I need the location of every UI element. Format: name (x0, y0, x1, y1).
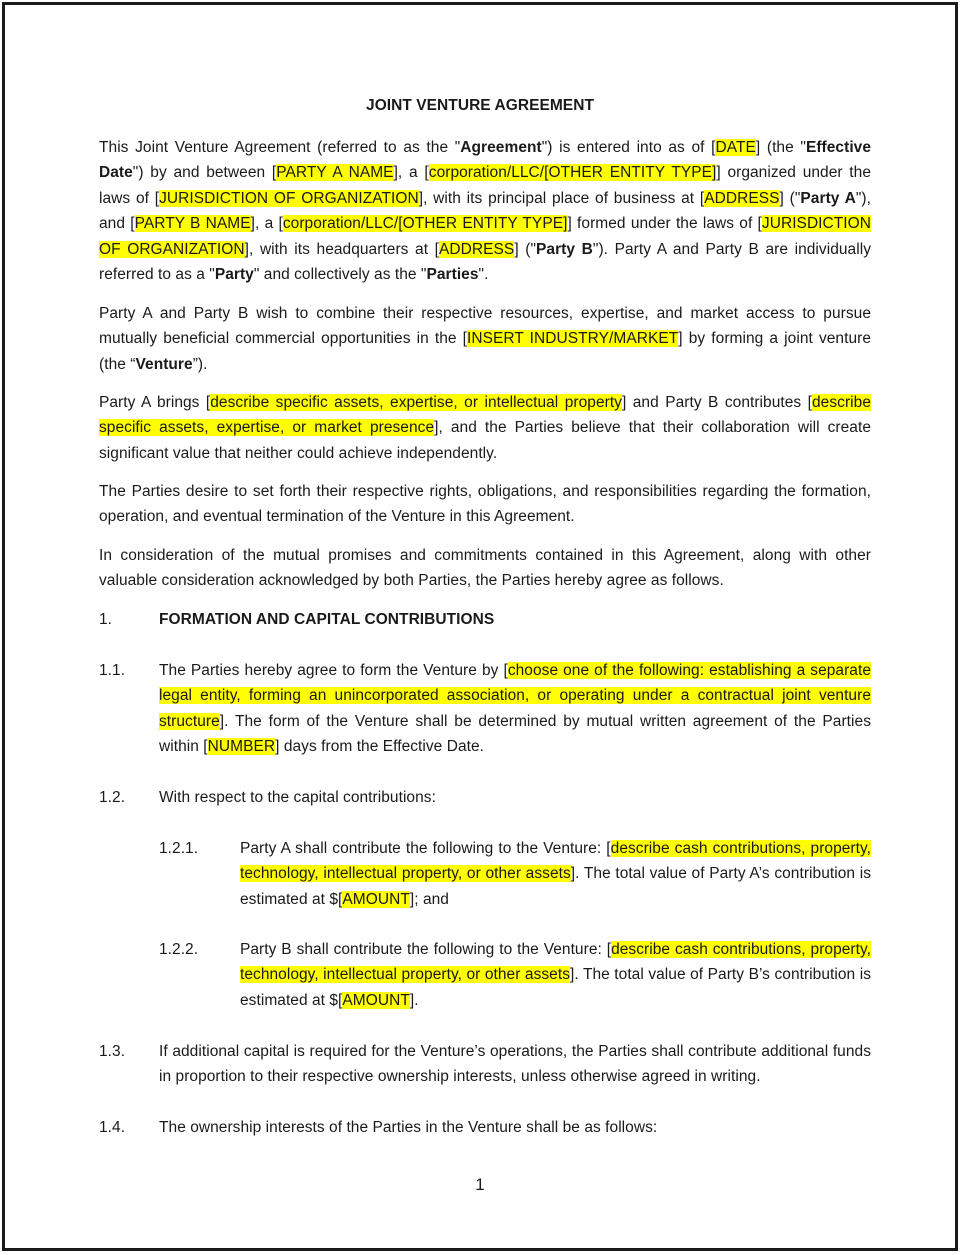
intro-text: ") by and between [ (132, 164, 277, 182)
defined-term-parties: Parties (426, 266, 479, 284)
clause-text: ]; and (409, 890, 449, 908)
recital-text: ] by forming a joint venture (the “ (99, 330, 871, 373)
intro-text: ], a [ (393, 164, 429, 182)
recital-paragraph-3: The Parties desire to set forth their respective rights, obligations, and responsibilities regarding the formation, operation, and eventual termination of the Venture in this Agreement. (99, 483, 871, 526)
placeholder-party-b-address: ADDRESS (439, 240, 515, 258)
placeholder-party-b-jurisdiction: JURISDICTION OF ORGANIZATION (99, 215, 872, 258)
page-number: 1 (475, 1175, 485, 1194)
document-page (2, 2, 958, 1251)
placeholder-party-b-contributions: describe cash contributions, property, technology, intellectual property, or other assets (240, 941, 871, 984)
recital-text: Party A and Party B wish to combine their respective resources, expertise, and market access to pursue mutually beneficial commercial opportunities in the [ (99, 305, 871, 348)
clause-number-1-3: 1.3. (99, 1043, 126, 1060)
intro-text: ") is entered into as of [ (541, 139, 716, 156)
placeholder-party-a-entity: corporation/LLC/[OTHER ENTITY TYPE] (428, 164, 717, 182)
recital-text: ] and Party B contributes [ (621, 394, 812, 411)
recital-text: ”). (192, 355, 208, 373)
recital-paragraph-2 (99, 390, 871, 466)
placeholder-party-a-address: ADDRESS (704, 189, 780, 207)
clause-text: ] days from the Effective Date. (275, 738, 485, 756)
clause-text: ]. (409, 991, 419, 1009)
intro-text: ] (" (779, 189, 801, 207)
clause-text: ]. The total value of Party A’s contribution is estimated at $[ (240, 865, 872, 908)
clause-text: The Parties hereby agree to form the Venture by [ (159, 662, 508, 679)
placeholder-party-a-amount: AMOUNT (342, 890, 410, 908)
clause-text: Party A shall contribute the following to the Venture: [ (240, 840, 611, 857)
clause-number-1-2-1: 1.2.1. (159, 840, 199, 857)
defined-term-agreement: Agreement (460, 139, 542, 156)
recital-paragraph-1 (99, 301, 871, 377)
clause-1-3: If additional capital is required for the Venture’s operations, the Parties shall contribute additional funds in proportion to their respective ownership interests, unless otherwise agreed in writing. (159, 1043, 871, 1086)
placeholder-number-of-days: NUMBER (207, 738, 276, 756)
defined-term-party-a: Party A (800, 189, 856, 207)
placeholder-venture-structure: choose one of the following: establishing a separate legal entity, forming an unincorporated association, or operating under a contractual joint venture structure (159, 662, 872, 730)
clause-1-2-1 (240, 836, 871, 912)
intro-text: ], with its principal place of business at [ (418, 189, 705, 207)
placeholder-party-a-contributions: describe cash contributions, property, technology, intellectual property, or other assets (240, 840, 871, 883)
defined-term-party: Party (214, 266, 254, 284)
placeholder-party-b-amount: AMOUNT (342, 991, 410, 1009)
defined-term-venture: Venture (135, 355, 193, 373)
intro-text: "), and [ (99, 189, 871, 233)
clause-1-2: With respect to the capital contributions: (159, 789, 436, 806)
intro-text: ] organized under the laws of [ (99, 164, 872, 207)
clause-number-1-2-2: 1.2.2. (159, 941, 199, 958)
intro-paragraph (99, 135, 871, 287)
placeholder-party-a-name: PARTY A NAME (276, 164, 394, 182)
section-number: 1. (99, 611, 113, 628)
clause-text: ]. The total value of Party B’s contribution is estimated at $[ (240, 966, 871, 1009)
clause-1-4: The ownership interests of the Parties in the Venture shall be as follows: (159, 1119, 658, 1136)
placeholder-party-b-assets: describe specific assets, expertise, or market presence (99, 394, 871, 437)
intro-text: ], a [ (250, 215, 283, 233)
defined-term-effective-date: Effective Date (99, 139, 872, 182)
recital-paragraph-4: In consideration of the mutual promises and commitments contained in this Agreement, along with other valuable consideration acknowledged by both Parties, the Parties hereby agree as follows. (99, 547, 871, 590)
intro-text: ] (" (514, 240, 537, 258)
intro-text: ] formed under the laws of [ (567, 215, 762, 233)
placeholder-party-a-jurisdiction: JURISDICTION OF ORGANIZATION (159, 189, 419, 207)
intro-text: ". (478, 266, 489, 284)
placeholder-industry: INSERT INDUSTRY/MARKET (467, 330, 679, 348)
clause-text: ]. The form of the Venture shall be determined by mutual written agreement of the Parties within [ (159, 712, 871, 756)
clause-number-1-4: 1.4. (99, 1119, 126, 1136)
intro-text: This Joint Venture Agreement (referred to as the " (99, 139, 461, 156)
section-heading: FORMATION AND CAPITAL CONTRIBUTIONS (159, 611, 495, 628)
intro-text: " and collectively as the " (253, 266, 427, 284)
clause-number-1-1: 1.1. (99, 662, 126, 679)
intro-text: ] (the " (755, 139, 806, 156)
intro-text: "). Party A and Party B are individually referred to as a " (99, 240, 872, 284)
clause-1-1 (159, 658, 871, 760)
placeholder-party-b-name: PARTY B NAME (134, 215, 251, 233)
recital-text: Party A brings [ (99, 394, 211, 411)
recital-text: ], and the Parties believe that their collaboration will create significant value that neither could achieve independently. (99, 419, 871, 462)
document-title: JOINT VENTURE AGREEMENT (366, 97, 594, 114)
placeholder-party-b-entity: corporation/LLC/[OTHER ENTITY TYPE] (282, 215, 568, 233)
clause-1-2-2 (240, 937, 871, 1013)
clause-text: Party B shall contribute the following to the Venture: [ (240, 941, 612, 958)
intro-text: ], with its headquarters at [ (244, 240, 440, 258)
placeholder-party-a-assets: describe specific assets, expertise, or intellectual property (210, 394, 622, 411)
defined-term-party-b: Party B (536, 240, 593, 258)
placeholder-date: DATE (715, 139, 756, 156)
clause-number-1-2: 1.2. (99, 789, 126, 806)
